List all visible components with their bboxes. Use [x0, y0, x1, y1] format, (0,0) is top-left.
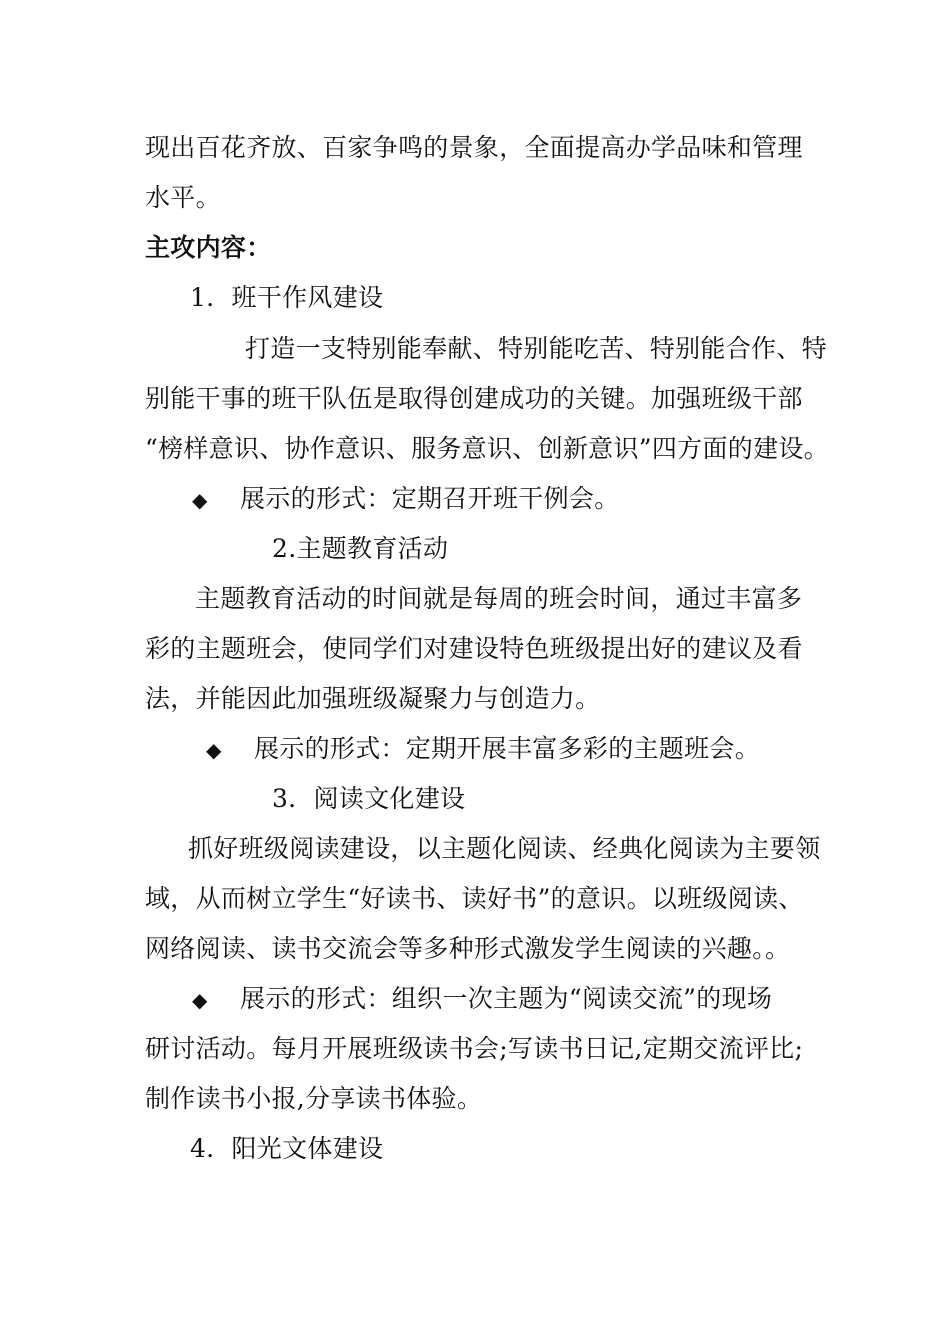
- intro-line: 现出百花齐放、百家争鸣的景象，全面提高办学品味和管理: [145, 133, 803, 162]
- paragraph-line: 别能干事的班干队伍是取得创建成功的关键。加强班级干部: [145, 384, 803, 413]
- bullet-continuation-line: 制作读书小报,分享读书体验。: [145, 1084, 483, 1113]
- main-heading: 主攻内容：: [145, 233, 272, 262]
- diamond-bullet-icon: ◆: [192, 488, 208, 512]
- diamond-bullet-icon: ◆: [206, 738, 222, 762]
- paragraph-line: 打造一支特别能奉献、特别能吃苦、特别能合作、特: [245, 334, 827, 363]
- paragraph-line: 网络阅读、读书交流会等多种形式激发学生阅读的兴趣。。: [145, 934, 791, 963]
- bullet-line: [192, 484, 872, 515]
- section-title: 4．阳光文体建设: [190, 1134, 384, 1163]
- paragraph-line: 法，并能因此加强班级凝聚力与创造力。: [145, 684, 601, 713]
- intro-line: 水平。: [145, 183, 221, 212]
- paragraph-line: 抓好班级阅读建设，以主题化阅读、经典化阅读为主要领: [188, 834, 821, 863]
- diamond-bullet-icon: ◆: [192, 988, 208, 1012]
- section-title: 1．班干作风建设: [190, 283, 384, 312]
- bullet-line: [206, 734, 886, 765]
- paragraph-line: 域，从而树立学生“好读书、读好书”的意识。以班级阅读、: [145, 884, 804, 913]
- paragraph-line: 彩的主题班会，使同学们对建设特色班级提出好的建议及看: [145, 634, 803, 663]
- bullet-text: 展示的形式：定期开展丰富多彩的主题班会。: [254, 734, 761, 763]
- paragraph-line: “榜样意识、协作意识、服务意识、创新意识”四方面的建设。: [145, 434, 829, 463]
- bullet-continuation-line: 研讨活动。每月开展班级读书会;写读书日记,定期交流评比;: [145, 1034, 804, 1063]
- bullet-line: [192, 984, 872, 1015]
- bullet-text: 展示的形式：组织一次主题为“阅读交流”的现场: [240, 984, 773, 1013]
- section-title: 3．阅读文化建设: [272, 784, 466, 813]
- section-title: 2.主题教育活动: [272, 534, 449, 563]
- bullet-text: 展示的形式：定期召开班干例会。: [240, 484, 620, 513]
- paragraph-line: 主题教育活动的时间就是每周的班会时间，通过丰富多: [195, 584, 803, 613]
